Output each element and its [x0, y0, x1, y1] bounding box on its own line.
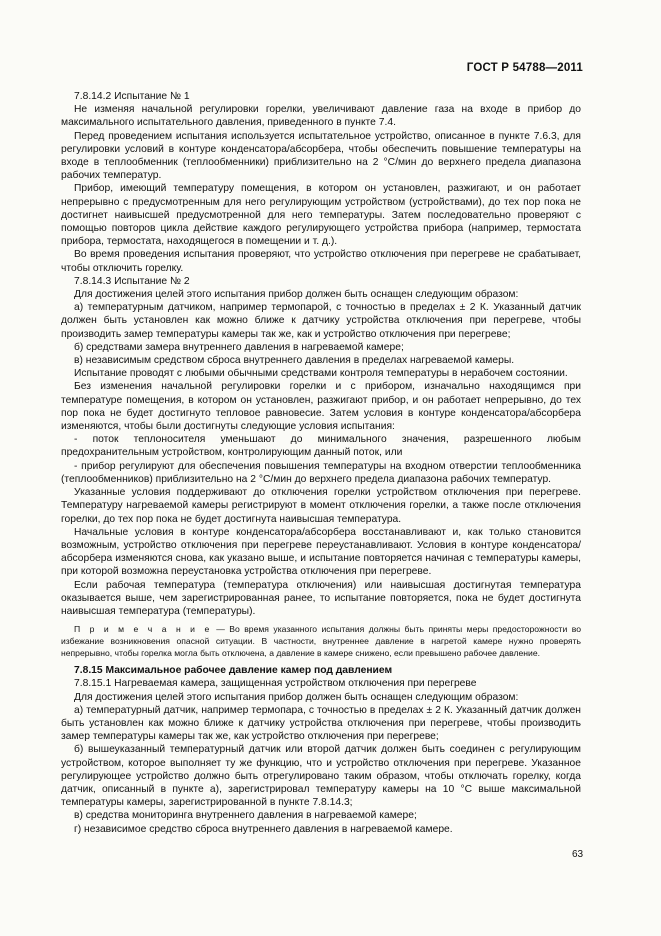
list-item: б) средствами замера внутреннего давления в нагреваемой камере;: [74, 341, 404, 353]
paragraph: Для достижения целей этого испытания прибор должен быть оснащен следующим образом:: [74, 289, 519, 301]
section-heading: 7.8.15 Максимальное рабочее давление камер под давлением: [74, 665, 393, 677]
paragraph: Испытание проводят с любыми обычными средствами контроля температуры в нерабочем состоянии.: [74, 368, 568, 380]
list-item: - поток теплоносителя уменьшают до минимального значения, разрешенного любым предохранительным устройством, контролирующим данный поток, или: [61, 434, 581, 459]
paragraph: Во время проведения испытания проверяют, что устройство отключения при перегреве не срабатывает, чтобы отключить горелку.: [61, 249, 581, 274]
paragraph: Прибор, имеющий температуру помещения, в котором он установлен, разжигают, и он работает непрерывно с предусмотренным для него регулирующим устройством (устройствами), до тех пор пока не достигнет наивысшей предусмотренной для него температуры. Затем последовательно проверяют с помощью повторов цикла действие каждого регулирующего устройства прибора (например, термостата прибора, термостата, находящегося в помещении и т. д.).: [61, 183, 581, 248]
paragraph: Без изменения начальной регулировки горелки и с прибором, изначально находящимся при температуре помещения, в котором он установлен, разжигают прибор, и он работает непрерывно, до тех пор пока не будет достигнуто тепловое равновесие. Затем условия в контуре конденсатора/абсорбера изменяются, чтобы были достигнуты следующие условия испытания:: [61, 381, 581, 433]
page-number: 63: [572, 849, 584, 860]
paragraph: Перед проведением испытания используется испытательное устройство, описанное в пункте 7.6.3, для регулировки условий в контуре конденсатора/абсорбера, чтобы обеспечить повышение температуры на входе в теплообменник (теплообменники) приблизительно на 2 °С/мин до верхнего предела диапазона рабочих температур.: [61, 130, 581, 182]
list-item: а) температурным датчиком, например термопарой, с точностью в пределах ± 2 К. Указанный датчик должен быть установлен как можно ближе к датчику устройства отключения при перегреве, чтобы производить замер температуры камеры так же, как и устройство отключения при перегреве;: [61, 302, 581, 340]
paragraph: Если рабочая температура (температура отключения) или наивысшая достигнутая температура оказывается выше, чем зарегистрированная ранее, то испытание повторяется, пока не будет достигнута наивысшая температура (температуры).: [61, 579, 581, 617]
paragraph: Указанные условия поддерживают до отключения горелки устройством отключения при перегреве. Температуру нагреваемой камеры регистрируют в момент отключения горелки, а также после отключения горелки, до тех пор пока не будет достигнута наивысшая температура.: [61, 487, 581, 525]
note-text: — Во время указанного испытания должны быть приняты меры предосторожности во избежание возникновения опасной ситуации. В частности, внутреннее давление в нагретой камере нужно проверять непрерывно, чтобы горелка могла быть отключена, а давление в камере снижено, если превышено рабочее давление.: [61, 624, 581, 659]
list-item: б) вышеуказанный температурный датчик или второй датчик должен быть соединен с регулирующим устройством, которое выполняет ту же функцию, что и устройство отключения при перегреве. Указанное регулирующее устройство должно быть отрегулировано таким образом, чтобы отключать горелку, когда датчик, описанный в пункте а), зарегистрировал температуру камеры на 10 °С выше максимальной температуры камеры, зарегистрированной в пункте 7.8.14.3;: [61, 744, 581, 809]
subsection-heading: 7.8.14.2 Испытание № 1: [74, 91, 190, 102]
list-item: в) средства мониторинга внутреннего давления в нагреваемой камере;: [74, 810, 417, 822]
standard-header: ГОСТ Р 54788—2011: [466, 62, 583, 74]
subsection-heading: 7.8.14.3 Испытание № 2: [74, 275, 190, 287]
list-item: в) независимым средством сброса внутреннего давления в пределах нагреваемой камеры.: [74, 355, 515, 367]
paragraph: Для достижения целей этого испытания прибор должен быть оснащен следующим образом:: [74, 691, 519, 703]
document-body: [61, 90, 581, 836]
list-item: г) независимое средство сброса внутреннего давления в нагреваемой камере.: [74, 823, 453, 835]
list-item: а) температурный датчик, например термопара, с точностью в пределах ± 2 К. Указанный датчик должен быть установлен как можно ближе к датчику устройства отключения при перегреве, чтобы производить замер температуры камеры так же, как устройство отключения при перегреве;: [61, 704, 581, 743]
note-label: П р и м е ч а н и е: [74, 624, 212, 635]
paragraph: Начальные условия в контуре конденсатора/абсорбера восстанавливают и, как только становится возможным, устройство отключения при перегреве переустанавливают. Условия в контуре конденсатора/абсорбера изменяются снова, как указано выше, и испытание повторяется начиная с температуры камеры, при которой возможна переустановка устройства отключения при перегреве.: [61, 526, 581, 578]
note: [61, 623, 581, 659]
paragraph: Не изменяя начальной регулировки горелки, увеличивают давление газа на входе в прибор до максимального испытательного давления, приведенного в пункте 7.4.: [61, 104, 581, 129]
list-item: - прибор регулируют для обеспечения повышения температуры на входном отверстии теплообменника (теплообменников) приблизительно на 2 °С/мин до верхнего предела диапазона рабочих температур.: [61, 460, 581, 485]
subsection-heading: 7.8.15.1 Нагреваемая камера, защищенная устройством отключения при перегреве: [74, 678, 477, 690]
